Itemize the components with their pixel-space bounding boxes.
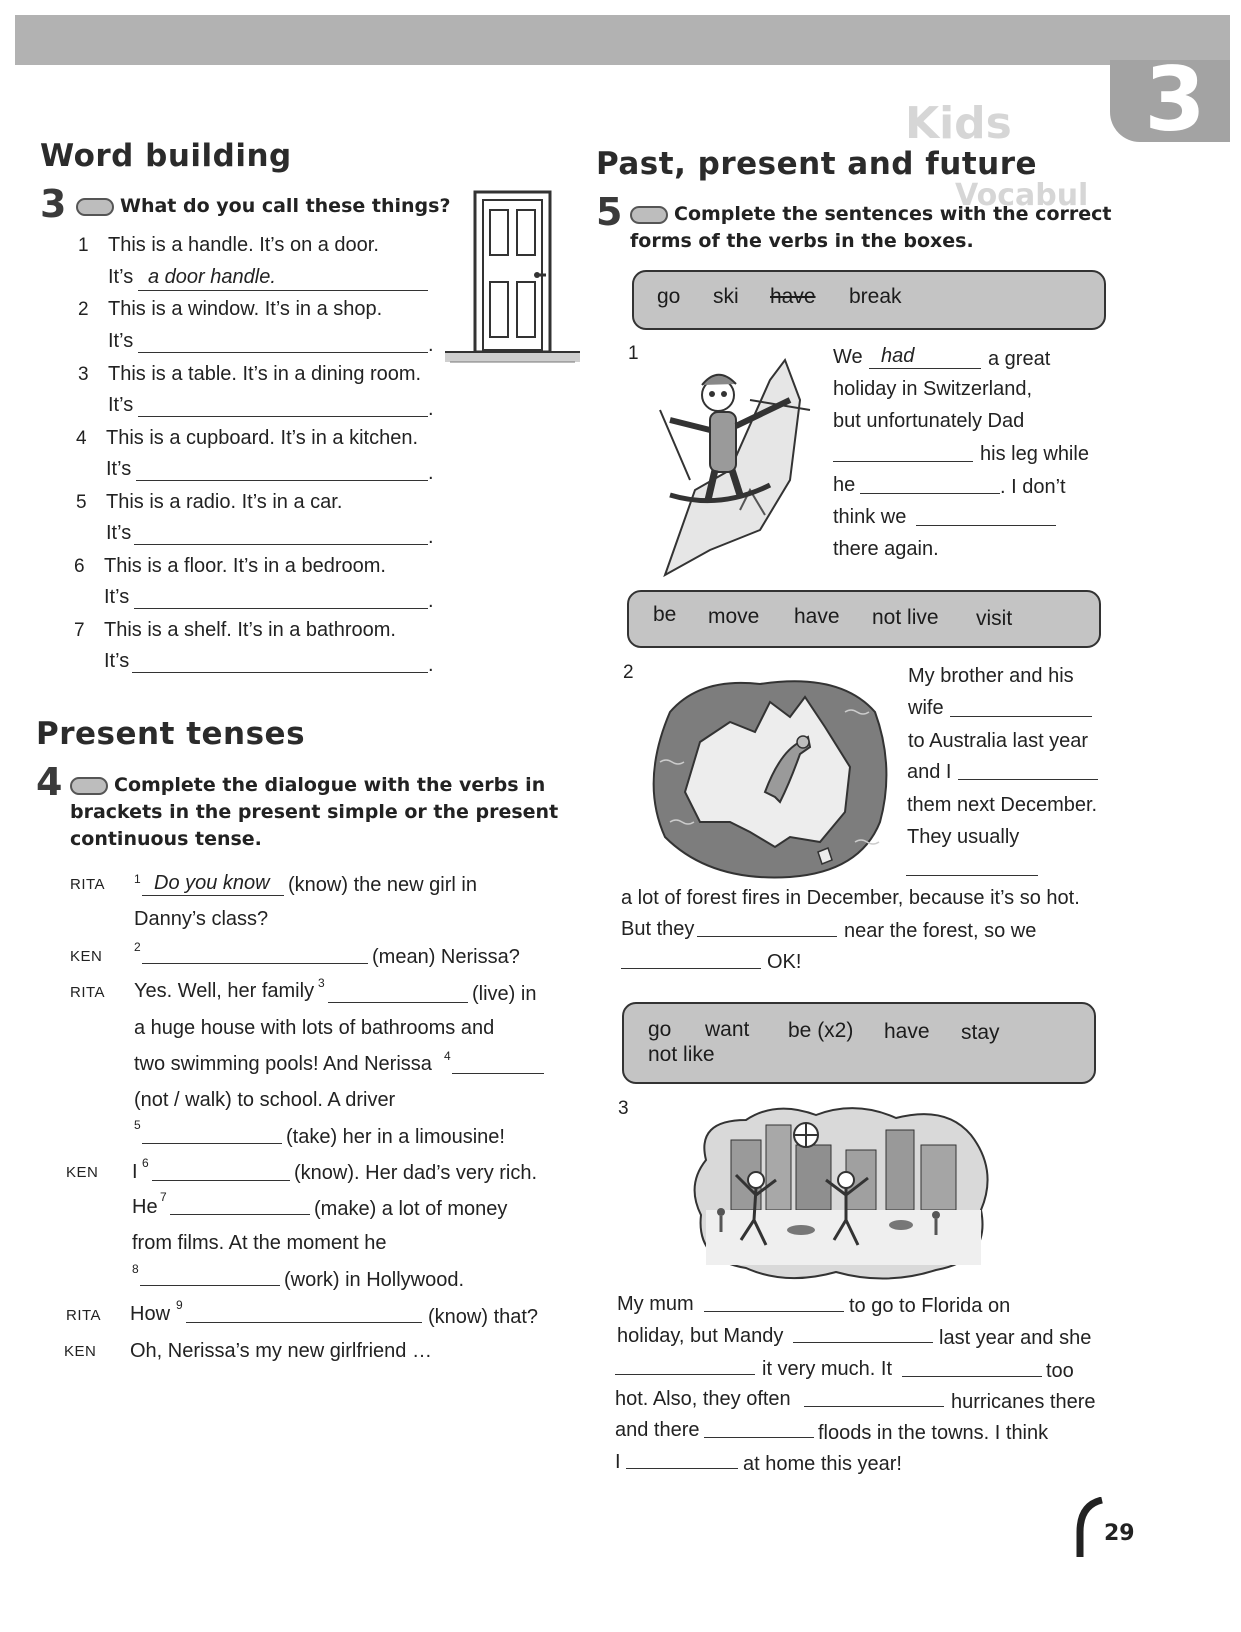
speaker-ken: KEN [66,1164,99,1181]
answer-line[interactable] [132,672,428,673]
sentence-text: holiday, but Mandy [617,1325,784,1347]
item-number: 6 [74,556,85,577]
gap-line[interactable] [142,895,284,896]
dialogue-line: 2 [134,940,141,954]
speaker-rita: RITA [70,984,106,1001]
its-label: It’s [108,394,134,416]
dialogue-text: from films. At the moment he [132,1232,387,1254]
exercise-instruction: What do you call these things? [76,193,450,220]
sentence-text: hurricanes there [951,1391,1096,1413]
sentence-text: a lot of forest fires in December, because it’s so hot. [621,887,1080,909]
item-question: This is a handle. It’s on a door. [108,234,379,256]
dialogue-line: 4 [444,1049,451,1063]
word-box-2 [627,590,1101,648]
speaker-rita: RITA [66,1307,102,1324]
dialogue-text: (know). Her dad’s very rich. [294,1162,538,1184]
exercise-instruction: Complete the sentences with the correct [630,201,1111,228]
gap-line[interactable] [142,963,368,964]
exercise-number: 4 [36,760,63,804]
item-number: 2 [623,662,634,683]
sentence-text: too [1046,1360,1074,1382]
gap-line[interactable] [626,1468,738,1469]
item-number: 2 [78,299,89,320]
dialogue-text: (not / walk) to school. A driver [134,1089,396,1111]
dialogue-text: (know) the new girl in [288,874,477,896]
period: . [428,654,434,676]
bleed-through-subtitle: Vocabul [955,178,1089,213]
level-icon [630,206,668,224]
section-title-past-present-future: Past, present and future [596,146,1038,182]
box-word: have [884,1020,930,1043]
item-question: This is a table. It’s in a dining room. [108,363,422,385]
sentence-text: floods in the towns. I think [818,1422,1049,1444]
gap-line[interactable] [704,1437,814,1438]
sentence-text: think we [833,506,907,528]
gap-line[interactable] [869,368,981,369]
gap-line[interactable] [902,1376,1042,1377]
sentence-text: hot. Also, they often [615,1388,791,1410]
dialogue-text: He [132,1196,158,1218]
box-word: have [794,605,840,628]
gap-line[interactable] [704,1311,844,1312]
gap-line[interactable] [186,1322,422,1323]
sentence-text: to go to Florida on [849,1295,1011,1317]
dialogue-line: 1 [134,872,141,886]
gap-line[interactable] [916,525,1056,526]
speaker-ken: KEN [64,1343,97,1360]
dialogue-text: (take) her in a limousine! [286,1126,505,1148]
box-word-used: have [770,285,816,308]
florida-beach-illustration [686,1100,998,1286]
gap-line[interactable] [958,779,1098,780]
dialogue-line: 5 [134,1118,141,1132]
sentence-text: near the forest, so we [844,920,1037,942]
dialogue-line: 6 [142,1156,149,1170]
sentence-text: I [615,1451,621,1473]
box-word: want [705,1018,750,1041]
sentence-text: holiday in Switzerland, [833,378,1032,400]
dialogue-text: Danny’s class? [134,908,269,930]
australia-map-illustration [640,672,892,882]
item-question: This is a floor. It’s in a bedroom. [104,555,386,577]
item-number: 3 [618,1098,629,1119]
sentence-text: and there [615,1419,700,1441]
dialogue-text: a huge house with lots of bathrooms and [134,1017,495,1039]
exercise-instruction-cont: continuous tense. [70,828,262,850]
dialogue-text: (work) in Hollywood. [284,1269,465,1291]
item-question: This is a window. It’s in a shop. [108,298,383,320]
sentence-text: wife [908,697,944,719]
dialogue-line: 8 [132,1262,139,1276]
header-bar [15,15,1230,65]
item-question: This is a radio. It’s in a car. [106,491,343,513]
gap-line[interactable] [152,1180,290,1181]
gap-line[interactable] [615,1374,755,1375]
gap-line[interactable] [804,1406,944,1407]
answer-line[interactable] [134,544,428,545]
sentence-text: and I [907,761,952,783]
item-question: This is a shelf. It’s in a bathroom. [104,619,396,641]
exercise-instruction-cont: forms of the verbs in the boxes. [630,230,974,252]
dialogue-text: I [132,1161,138,1183]
gap-line[interactable] [793,1342,933,1343]
its-label: It’s [108,266,134,288]
dialogue-text: two swimming pools! And Nerissa [134,1053,432,1075]
gap-line[interactable] [140,1285,280,1286]
sentence-text: . I don’t [1000,476,1066,498]
item-question: This is a cupboard. It’s in a kitchen. [106,427,419,449]
box-word: ski [713,285,739,308]
its-label: It’s [106,522,132,544]
period: . [428,462,434,484]
sentence-text: a great [988,348,1051,370]
sentence-text: But they [621,918,695,940]
its-label: It’s [108,330,134,352]
section-title-word-building: Word building [40,138,292,174]
sentence-text: it very much. It [762,1358,893,1380]
its-label: It’s [104,586,130,608]
box-word: stay [961,1021,1000,1044]
sentence-text: OK! [767,951,802,973]
period: . [428,526,434,548]
box-word: move [708,605,760,628]
period: . [428,334,434,356]
item-number: 1 [628,343,639,364]
gap-line[interactable] [621,968,761,969]
exercise-instruction: Complete the dialogue with the verbs in [70,772,545,799]
answer-line[interactable] [138,416,428,417]
dialogue-text: (live) in [472,983,537,1005]
box-word: not like [648,1043,715,1066]
box-word: go [648,1018,672,1041]
gap-line[interactable] [697,936,837,937]
dialogue-line: 7 [160,1190,167,1204]
dialogue-line: 9 [176,1298,183,1312]
item-number: 5 [76,492,87,513]
section-title-present-tenses: Present tenses [36,716,306,752]
exercise-number: 3 [40,182,67,226]
item-number: 4 [76,428,87,449]
exercise-instruction-cont: brackets in the present simple or the present [70,801,559,823]
page-number-bracket [1074,1497,1104,1559]
sentence-text: last year and she [939,1327,1092,1349]
box-word: go [657,285,681,308]
gap-line[interactable] [142,1143,282,1144]
dialogue-text: Oh, Nerissa’s my new girlfriend … [130,1340,432,1362]
its-label: It’s [106,458,132,480]
bleed-through-title: Kids [905,98,1012,149]
dialogue-text: (mean) Nerissa? [372,946,520,968]
sentence-text: They usually [907,826,1020,848]
box-word: be (x2) [788,1019,854,1042]
answer-example: had [881,345,915,367]
sentence-text: My brother and his [908,665,1074,687]
sentence-text: We [833,346,863,368]
box-word: be [653,603,677,626]
period: . [428,590,434,612]
its-label: It’s [104,650,130,672]
sentence-text: but unfortunately Dad [833,410,1025,432]
sentence-text: at home this year! [743,1453,902,1475]
dialogue-text: (know) that? [428,1306,539,1328]
gap-line[interactable] [328,1002,468,1003]
gap-line[interactable] [170,1214,310,1215]
sentence-text: to Australia last year [908,730,1089,752]
gap-line[interactable] [906,875,1038,876]
box-word: break [849,285,902,308]
dialogue-text: Yes. Well, her family [134,980,315,1002]
answer-example: a door handle. [148,266,276,288]
gap-line[interactable] [833,461,973,462]
unit-number: 3 [1144,48,1206,151]
sentence-text: them next December. [907,794,1098,816]
speaker-rita: RITA [70,876,106,893]
dialogue-text: How [130,1303,171,1325]
sentence-text: his leg while [980,443,1089,465]
item-number: 7 [74,620,85,641]
dialogue-line: 3 [318,976,325,990]
period: . [428,398,434,420]
speaker-ken: KEN [70,948,103,965]
gap-line[interactable] [860,493,1000,494]
answer-line[interactable] [134,608,428,609]
sentence-text: there again. [833,538,939,560]
item-number: 3 [78,364,89,385]
answer-example: Do you know [154,872,270,894]
dialogue-text: (make) a lot of money [314,1198,508,1220]
page-number: 29 [1104,1521,1135,1546]
box-word: not live [872,606,939,629]
box-word: visit [976,607,1013,630]
item-number: 1 [78,235,89,256]
answer-line[interactable] [136,480,428,481]
exercise-number: 5 [596,190,623,234]
gap-line[interactable] [950,716,1092,717]
sentence-text: he [833,474,856,496]
level-icon [76,198,114,216]
sentence-text: My mum [617,1293,694,1315]
answer-line[interactable] [138,352,428,353]
door-illustration [445,190,580,370]
gap-line[interactable] [452,1073,544,1074]
skier-illustration [640,340,820,580]
level-icon [70,777,108,795]
answer-line[interactable] [138,290,428,291]
